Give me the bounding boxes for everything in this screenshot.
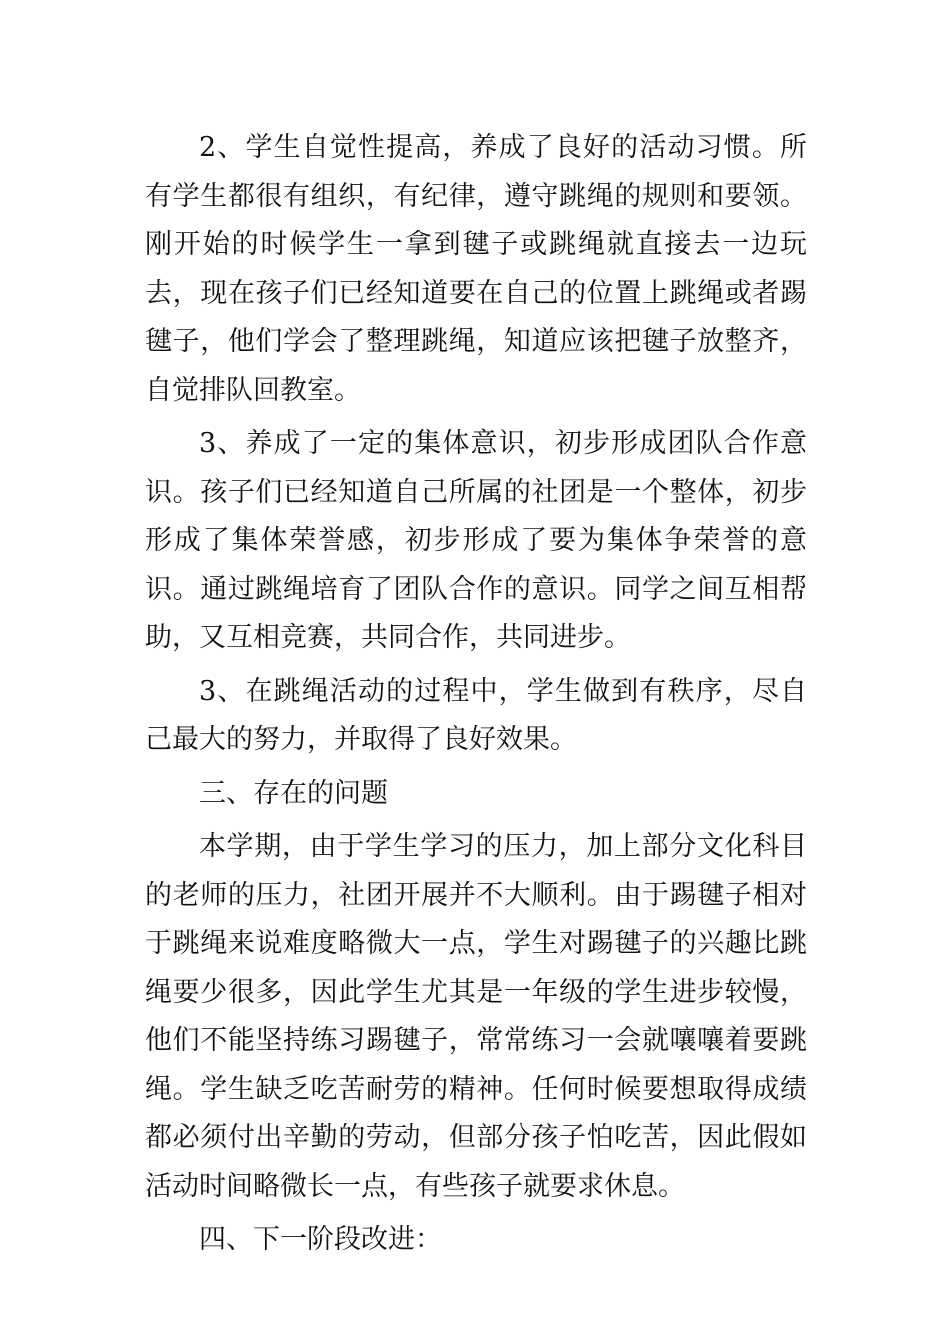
paragraph-problems: 本学期，由于学生学习的压力，加上部分文化科目的老师的压力，社团开展并不大顺利。由于踢毽子相对于跳绳来说难度略微大一点，学生对踢毽子的兴趣比跳绳要少很多，因此学生尤其是一年级的学生进步较慢，他们不能坚持练习踢毽子，常常练习一会就嚷嚷着要跳绳。学生缺乏吃苦耐劳的精神。任何时候要想取得成绩都必须付出辛勤的劳动，但部分孩子怕吃苦，因此假如活动时间略微长一点，有些孩子就要求休息。 — [145, 831, 807, 1202]
paragraph-activity-order: 3、在跳绳活动的过程中，学生做到有秩序，尽自己最大的努力，并取得了良好效果。 — [145, 675, 807, 755]
section-heading-problems: 三、存在的问题 — [199, 777, 388, 809]
document-page — [145, 124, 807, 1265]
section-heading-improvements: 四、下一阶段改进： — [199, 1224, 442, 1255]
paragraph-collective-awareness: 3、养成了一定的集体意识，初步形成团队合作意识。孩子们已经知道自己所属的社团是一个整体，初步形成了集体荣誉感，初步形成了要为集体争荣誉的意识。通过跳绳培育了团队合作的意识。同学之间互相帮助，又互相竞赛，共同合作，共同进步。 — [145, 428, 807, 653]
paragraph-student-consciousness: 2、学生自觉性提高，养成了良好的活动习惯。所有学生都很有组织，有纪律，遵守跳绳的规则和要领。刚开始的时候学生一拿到毽子或跳绳就直接去一边玩去，现在孩子们已经知道要在自己的位置上跳绳或者踢毽子，他们学会了整理跳绳，知道应该把毽子放整齐，自觉排队回教室。 — [145, 132, 807, 406]
